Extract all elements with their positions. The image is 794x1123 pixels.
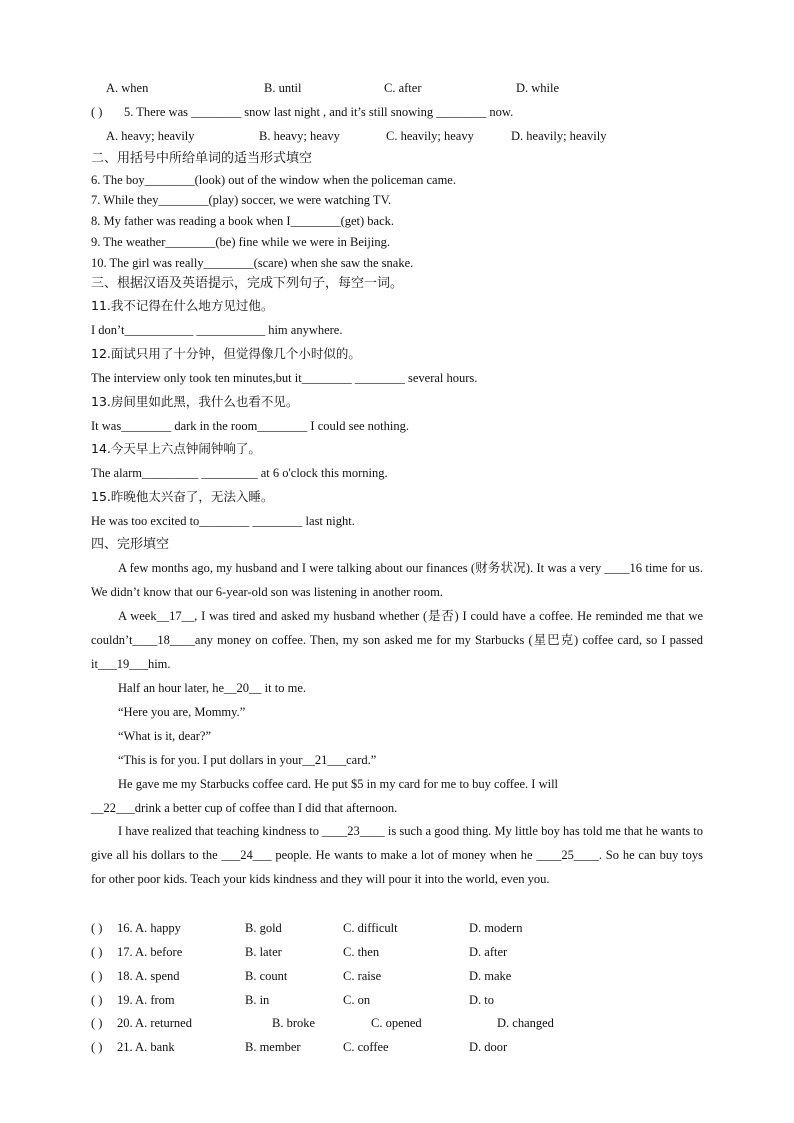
q18-answer-paren: ( ) bbox=[91, 969, 103, 983]
q5-stem: 5. There was ________ snow last night , and it’s still snowing ________ now. bbox=[124, 105, 514, 119]
section3-title: 三、根据汉语及英语提示，完成下列句子，每空一词。 bbox=[91, 276, 404, 291]
q5-option-b: B. heavy; heavy bbox=[259, 129, 340, 143]
passage-paragraph-1: A few months ago, my husband and I were talking about our finances (财务状况). It was a very ____16 time for us. We didn’t know that our 6-year-old son was listening in another room. bbox=[91, 561, 703, 599]
passage-paragraph-5: “What is it, dear?” bbox=[118, 729, 212, 743]
passage-paragraph-2: A week__17__, I was tired and asked my husband whether (是否) I could have a coffee. He reminded me that we couldn’t____18____any money on coffee. Then, my son asked me for my Starbucks (星巴克) coffee card, so I passed it___19___him. bbox=[91, 609, 703, 671]
section2-item-6: 6. The boy________(look) out of the window when the policeman came. bbox=[91, 173, 456, 187]
q18-option-a: 18. A. spend bbox=[117, 969, 180, 983]
passage-paragraph-8: __22___drink a better cup of coffee than I did that afternoon. bbox=[91, 801, 398, 815]
q5-answer-paren: ( ) bbox=[91, 105, 103, 119]
q5-option-a: A. heavy; heavily bbox=[106, 129, 195, 143]
section3-item-13-en: It was________ dark in the room________ I could see nothing. bbox=[91, 419, 410, 433]
q5-option-d: D. heavily; heavily bbox=[511, 129, 607, 143]
q4-option-a: A. when bbox=[106, 81, 149, 95]
q21-option-b: B. member bbox=[245, 1040, 301, 1054]
q16-option-d: D. modern bbox=[469, 921, 523, 935]
section3-item-14-en: The alarm_________ _________ at 6 o'clock this morning. bbox=[91, 466, 388, 480]
passage-paragraph-4: “Here you are, Mommy.” bbox=[118, 705, 246, 719]
section3-item-15-cn: 15.昨晚他太兴奋了，无法入睡。 bbox=[91, 489, 274, 504]
q19-answer-paren: ( ) bbox=[91, 993, 103, 1007]
q18-option-c: C. raise bbox=[343, 969, 382, 983]
section2-title: 二、用括号中所给单词的适当形式填空 bbox=[91, 151, 313, 166]
section2-item-9: 9. The weather________(be) fine while we were in Beijing. bbox=[91, 235, 390, 249]
q17-option-a: 17. A. before bbox=[117, 945, 183, 959]
passage-paragraph-3: Half an hour later, he__20__ it to me. bbox=[118, 681, 306, 695]
q4-option-c: C. after bbox=[384, 81, 422, 95]
section2-item-8: 8. My father was reading a book when I________(get) back. bbox=[91, 214, 395, 228]
section3-item-12-cn: 12.面试只用了十分钟，但觉得像几个小时似的。 bbox=[91, 346, 361, 361]
q21-answer-paren: ( ) bbox=[91, 1040, 103, 1054]
q4-option-b: B. until bbox=[264, 81, 302, 95]
q16-option-c: C. difficult bbox=[343, 921, 398, 935]
q19-option-d: D. to bbox=[469, 993, 494, 1007]
q16-answer-paren: ( ) bbox=[91, 921, 103, 935]
q20-option-c: C. opened bbox=[371, 1016, 422, 1030]
q16-option-b: B. gold bbox=[245, 921, 282, 935]
q18-option-b: B. count bbox=[245, 969, 288, 983]
q21-option-d: D. door bbox=[469, 1040, 508, 1054]
q4-option-d: D. while bbox=[516, 81, 560, 95]
q16-option-a: 16. A. happy bbox=[117, 921, 181, 935]
section4-title: 四、完形填空 bbox=[91, 537, 170, 552]
passage-paragraph-9: I have realized that teaching kindness to ____23____ is such a good thing. My little boy has told me that he wants to give all his dollars to the ___24___ people. He wants to make a lot of money when he ____25____. So he can buy toys for other poor kids. Teach your kids kindness and they will pour it into the world, even you. bbox=[91, 824, 703, 886]
section2-item-7: 7. While they________(play) soccer, we were watching TV. bbox=[91, 193, 392, 207]
q20-option-a: 20. A. returned bbox=[117, 1016, 192, 1030]
section2-item-10: 10. The girl was really________(scare) when she saw the snake. bbox=[91, 256, 414, 270]
q17-option-b: B. later bbox=[245, 945, 282, 959]
q20-option-b: B. broke bbox=[272, 1016, 316, 1030]
q19-option-a: 19. A. from bbox=[117, 993, 175, 1007]
passage-paragraph-7: He gave me my Starbucks coffee card. He put $5 in my card for me to buy coffee. I will bbox=[118, 777, 559, 791]
section3-item-14-cn: 14.今天早上六点钟闹钟响了。 bbox=[91, 441, 261, 456]
section3-item-13-cn: 13.房间里如此黑，我什么也看不见。 bbox=[91, 394, 299, 409]
q17-option-c: C. then bbox=[343, 945, 380, 959]
q20-option-d: D. changed bbox=[497, 1016, 554, 1030]
q18-option-d: D. make bbox=[469, 969, 512, 983]
section3-item-15-en: He was too excited to________ ________ last night. bbox=[91, 514, 355, 528]
section3-item-11-en: I don’t___________ ___________ him anywhere. bbox=[91, 323, 343, 337]
q17-option-d: D. after bbox=[469, 945, 508, 959]
q19-option-c: C. on bbox=[343, 993, 371, 1007]
q21-option-c: C. coffee bbox=[343, 1040, 389, 1054]
q19-option-b: B. in bbox=[245, 993, 270, 1007]
q5-option-c: C. heavily; heavy bbox=[386, 129, 474, 143]
q20-answer-paren: ( ) bbox=[91, 1016, 103, 1030]
q21-option-a: 21. A. bank bbox=[117, 1040, 175, 1054]
section3-item-12-en: The interview only took ten minutes,but it________ ________ several hours. bbox=[91, 371, 478, 385]
passage-paragraph-6: “This is for you. I put dollars in your__21___card.” bbox=[118, 753, 377, 767]
q17-answer-paren: ( ) bbox=[91, 945, 103, 959]
section3-item-11-cn: 11.我不记得在什么地方见过他。 bbox=[91, 298, 274, 313]
